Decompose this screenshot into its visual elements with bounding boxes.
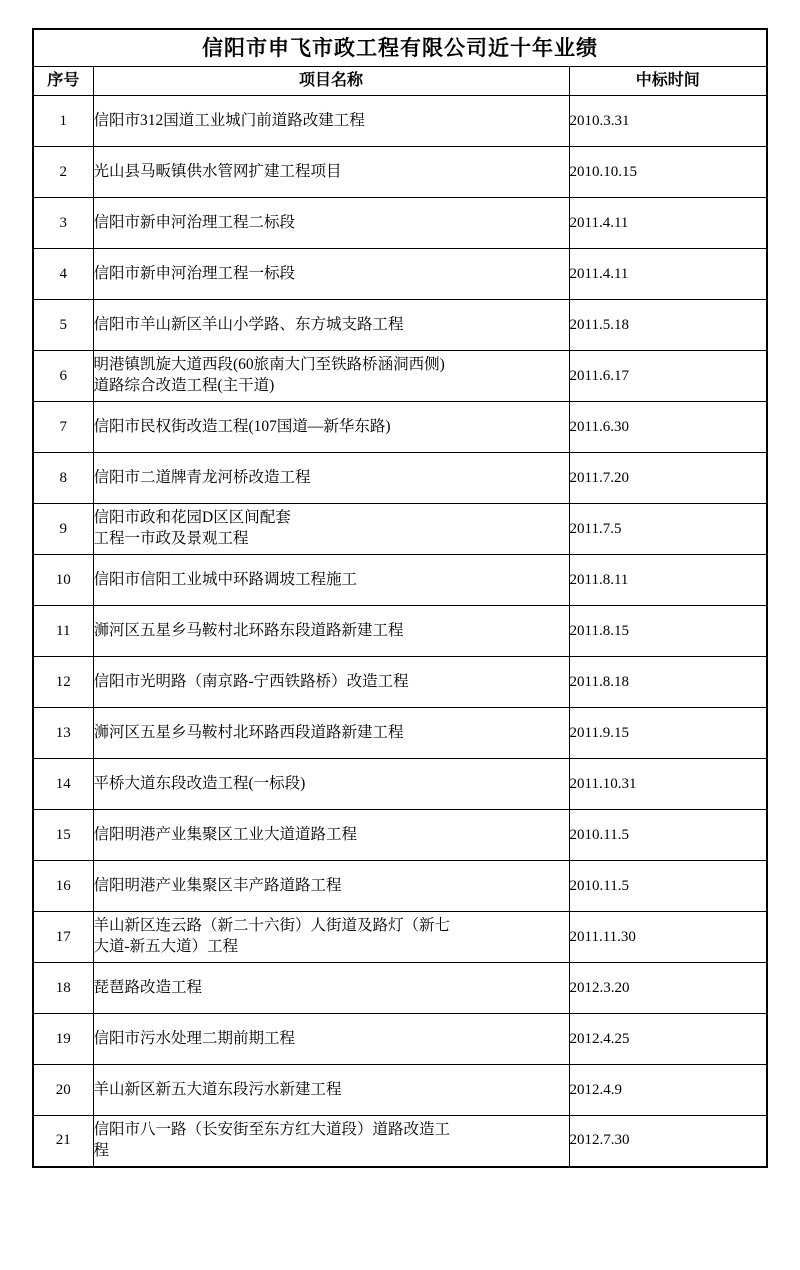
row-bid-date: 2011.8.18 bbox=[569, 657, 767, 708]
row-project-name bbox=[93, 402, 569, 453]
table-row bbox=[33, 198, 767, 249]
row-index: 4 bbox=[33, 249, 93, 300]
row-project-name bbox=[93, 1116, 569, 1167]
row-index: 16 bbox=[33, 861, 93, 912]
row-project-name-line: 羊山新区连云路（新二十六街）人街道及路灯（新七 bbox=[93, 917, 451, 935]
row-project-name-line: 信阳明港产业集聚区丰产路道路工程 bbox=[93, 876, 342, 894]
row-bid-date: 2011.10.31 bbox=[569, 759, 767, 810]
row-bid-date: 2010.11.5 bbox=[569, 810, 767, 861]
row-project-name-line: 工程一市政及景观工程 bbox=[93, 530, 249, 547]
row-project-name bbox=[93, 810, 569, 861]
row-index: 7 bbox=[33, 402, 93, 453]
row-project-name bbox=[93, 759, 569, 810]
row-project-name-line: 明港镇凯旋大道西段(60旅南大门至铁路桥涵洞西侧) bbox=[93, 356, 445, 374]
row-bid-date: 2010.11.5 bbox=[569, 861, 767, 912]
row-project-name bbox=[93, 300, 569, 351]
performance-table bbox=[32, 28, 768, 1168]
row-project-name-line: 信阳市政和花园D区区间配套 bbox=[93, 509, 291, 527]
row-bid-date: 2011.8.15 bbox=[569, 606, 767, 657]
row-index: 15 bbox=[33, 810, 93, 861]
row-bid-date: 2011.11.30 bbox=[569, 912, 767, 963]
row-project-name bbox=[93, 249, 569, 300]
row-project-name-line: 光山县马畈镇供水管网扩建工程项目 bbox=[93, 162, 342, 180]
row-project-name bbox=[93, 963, 569, 1014]
row-index: 18 bbox=[33, 963, 93, 1014]
table-row bbox=[33, 912, 767, 963]
table-row bbox=[33, 708, 767, 759]
table-row bbox=[33, 657, 767, 708]
row-project-name-line: 大道-新五大道）工程 bbox=[93, 938, 239, 955]
column-header-project-name: 项目名称 bbox=[93, 67, 569, 96]
row-index: 5 bbox=[33, 300, 93, 351]
row-bid-date: 2010.3.31 bbox=[569, 96, 767, 147]
row-project-name-line: 信阳市新申河治理工程一标段 bbox=[93, 264, 296, 282]
row-project-name-line: 信阳市312国道工业城门前道路改建工程 bbox=[93, 111, 365, 129]
row-bid-date: 2012.3.20 bbox=[569, 963, 767, 1014]
row-project-name bbox=[93, 657, 569, 708]
table-row bbox=[33, 504, 767, 555]
table-row bbox=[33, 555, 767, 606]
table-row bbox=[33, 963, 767, 1014]
row-bid-date: 2011.9.15 bbox=[569, 708, 767, 759]
row-bid-date: 2011.8.11 bbox=[569, 555, 767, 606]
document-title: 信阳市申飞市政工程有限公司近十年业绩 bbox=[33, 29, 767, 67]
row-index: 2 bbox=[33, 147, 93, 198]
row-project-name bbox=[93, 861, 569, 912]
row-project-name-line: 琵琶路改造工程 bbox=[93, 978, 203, 996]
row-index: 3 bbox=[33, 198, 93, 249]
row-index: 12 bbox=[33, 657, 93, 708]
table-row bbox=[33, 453, 767, 504]
row-bid-date: 2011.5.18 bbox=[569, 300, 767, 351]
row-project-name-line: 信阳市民权街改造工程(107国道—新华东路) bbox=[93, 417, 391, 435]
row-index: 6 bbox=[33, 351, 93, 402]
table-row bbox=[33, 147, 767, 198]
row-project-name bbox=[93, 912, 569, 963]
table-row bbox=[33, 1116, 767, 1167]
row-project-name-line: 信阳明港产业集聚区工业大道道路工程 bbox=[93, 825, 358, 843]
row-bid-date: 2011.6.30 bbox=[569, 402, 767, 453]
row-index: 9 bbox=[33, 504, 93, 555]
row-project-name-line: 羊山新区新五大道东段污水新建工程 bbox=[93, 1080, 342, 1098]
row-project-name bbox=[93, 555, 569, 606]
row-index: 1 bbox=[33, 96, 93, 147]
row-index: 11 bbox=[33, 606, 93, 657]
row-index: 8 bbox=[33, 453, 93, 504]
row-project-name bbox=[93, 147, 569, 198]
row-bid-date: 2011.7.20 bbox=[569, 453, 767, 504]
row-index: 13 bbox=[33, 708, 93, 759]
row-project-name bbox=[93, 504, 569, 555]
row-index: 19 bbox=[33, 1014, 93, 1065]
row-bid-date: 2012.4.9 bbox=[569, 1065, 767, 1116]
column-header-bid-date: 中标时间 bbox=[569, 67, 767, 96]
table-header-row bbox=[33, 67, 767, 96]
table-row bbox=[33, 1014, 767, 1065]
row-project-name bbox=[93, 96, 569, 147]
table-title-row bbox=[33, 29, 767, 67]
table-row bbox=[33, 759, 767, 810]
row-project-name-line: 浉河区五星乡马鞍村北环路东段道路新建工程 bbox=[93, 621, 404, 639]
row-index: 17 bbox=[33, 912, 93, 963]
row-project-name-line: 平桥大道东段改造工程(一标段) bbox=[93, 774, 306, 792]
row-bid-date: 2010.10.15 bbox=[569, 147, 767, 198]
row-bid-date: 2012.4.25 bbox=[569, 1014, 767, 1065]
row-project-name-line: 信阳市光明路（南京路-宁西铁路桥）改造工程 bbox=[93, 672, 409, 690]
row-index: 10 bbox=[33, 555, 93, 606]
row-project-name bbox=[93, 198, 569, 249]
row-bid-date: 2012.7.30 bbox=[569, 1116, 767, 1167]
row-project-name-line: 道路综合改造工程(主干道) bbox=[93, 377, 275, 394]
table-row bbox=[33, 1065, 767, 1116]
table-body bbox=[33, 29, 767, 1167]
row-project-name-line: 信阳市污水处理二期前期工程 bbox=[93, 1029, 296, 1047]
table-row bbox=[33, 810, 767, 861]
table-row bbox=[33, 606, 767, 657]
row-project-name bbox=[93, 351, 569, 402]
table-row bbox=[33, 300, 767, 351]
row-project-name-line: 信阳市新申河治理工程二标段 bbox=[93, 213, 296, 231]
table-row bbox=[33, 402, 767, 453]
row-project-name bbox=[93, 1065, 569, 1116]
row-project-name-line: 程 bbox=[93, 1141, 110, 1159]
row-project-name bbox=[93, 453, 569, 504]
row-bid-date: 2011.4.11 bbox=[569, 198, 767, 249]
row-index: 14 bbox=[33, 759, 93, 810]
row-project-name-line: 信阳市信阳工业城中环路调坡工程施工 bbox=[93, 570, 358, 588]
row-index: 21 bbox=[33, 1116, 93, 1167]
row-project-name bbox=[93, 606, 569, 657]
row-project-name-line: 信阳市二道牌青龙河桥改造工程 bbox=[93, 468, 311, 486]
row-project-name-line: 浉河区五星乡马鞍村北环路西段道路新建工程 bbox=[93, 723, 404, 741]
row-bid-date: 2011.7.5 bbox=[569, 504, 767, 555]
row-project-name-line: 信阳市八一路（长安街至东方红大道段）道路改造工 bbox=[93, 1120, 451, 1138]
row-index: 20 bbox=[33, 1065, 93, 1116]
row-project-name-line: 信阳市羊山新区羊山小学路、东方城支路工程 bbox=[93, 315, 404, 333]
row-project-name bbox=[93, 1014, 569, 1065]
column-header-index: 序号 bbox=[33, 67, 93, 96]
table-row bbox=[33, 861, 767, 912]
row-project-name bbox=[93, 708, 569, 759]
table-row bbox=[33, 351, 767, 402]
table-row bbox=[33, 96, 767, 147]
row-bid-date: 2011.4.11 bbox=[569, 249, 767, 300]
table-row bbox=[33, 249, 767, 300]
row-bid-date: 2011.6.17 bbox=[569, 351, 767, 402]
